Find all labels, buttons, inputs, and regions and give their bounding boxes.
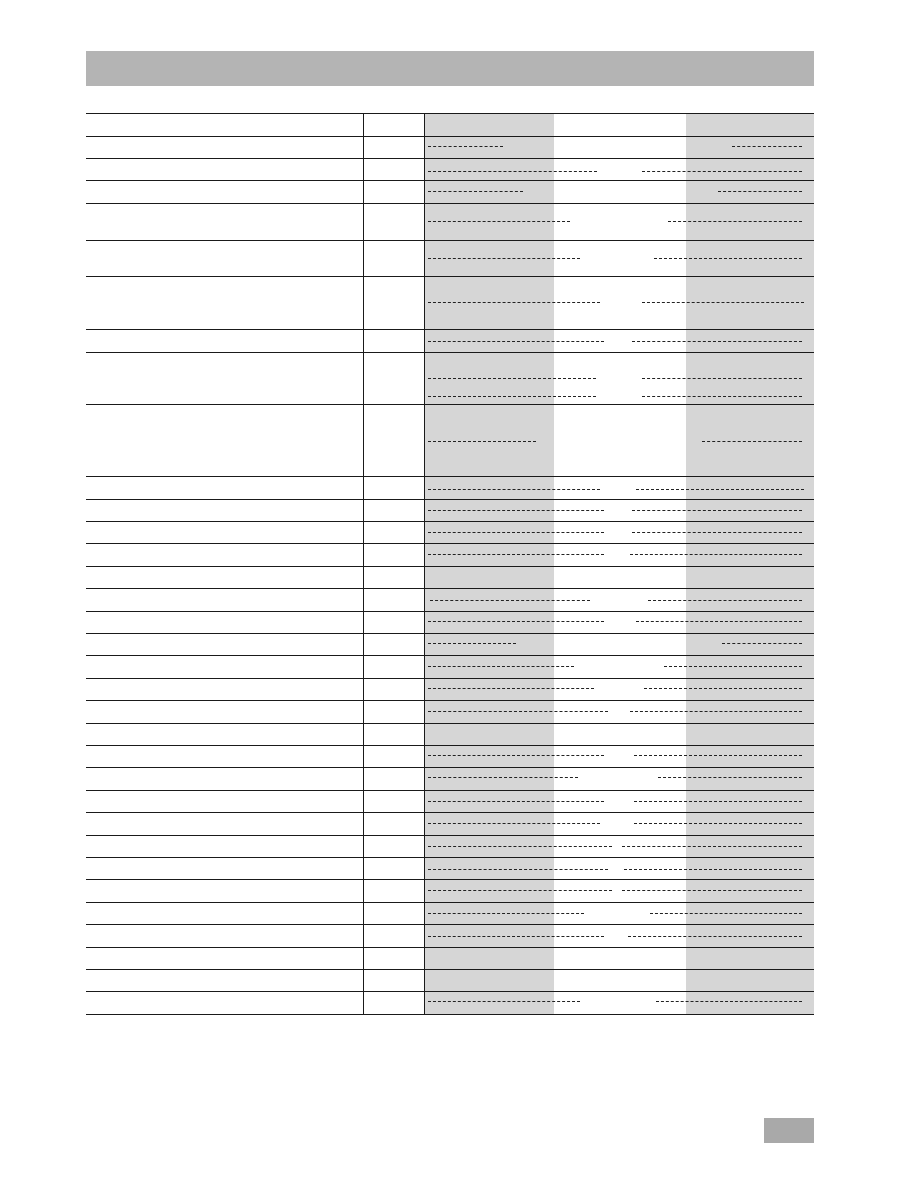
leader-line: [428, 510, 604, 511]
leader-line: [428, 643, 516, 644]
leader-line: [428, 777, 578, 778]
leader-line: [428, 489, 600, 490]
leader-line: [428, 191, 523, 192]
leader-line: [428, 1001, 580, 1002]
leader-line: [654, 258, 802, 259]
leader-line: [428, 302, 600, 303]
row-line: [86, 329, 814, 330]
leader-line: [428, 755, 604, 756]
leader-line: [428, 441, 536, 442]
leader-line: [428, 846, 612, 847]
row-line: [86, 1014, 814, 1015]
leader-line: [428, 554, 604, 555]
leader-line: [622, 890, 802, 891]
row-line: [86, 812, 814, 813]
row-line: [86, 240, 814, 241]
row-line: [86, 857, 814, 858]
leader-line: [732, 146, 802, 147]
leader-line: [428, 258, 580, 259]
leader-line: [634, 823, 802, 824]
leader-line: [642, 171, 802, 172]
leader-line: [428, 688, 594, 689]
row-line: [86, 902, 814, 903]
row-line: [86, 499, 814, 500]
row-line: [86, 633, 814, 634]
row-line: [86, 203, 814, 204]
row-line: [86, 790, 814, 791]
leader-line: [722, 643, 802, 644]
leader-line: [430, 600, 590, 601]
leader-line: [632, 341, 802, 342]
leader-line: [428, 801, 604, 802]
row-line: [86, 678, 814, 679]
row-line: [86, 991, 814, 992]
leader-line: [428, 711, 608, 712]
header-bar: [86, 51, 814, 86]
row-line: [86, 745, 814, 746]
row-line: [86, 924, 814, 925]
row-line: [86, 700, 814, 701]
leader-line: [650, 913, 802, 914]
row-line: [86, 879, 814, 880]
row-line: [86, 655, 814, 656]
leader-line: [428, 171, 597, 172]
leader-line: [428, 936, 604, 937]
row-line: [86, 180, 814, 181]
row-line: [86, 588, 814, 589]
row-line: [86, 404, 814, 405]
leader-line: [718, 191, 802, 192]
leader-line: [668, 221, 802, 222]
leader-line: [428, 913, 584, 914]
leader-line: [636, 489, 804, 490]
row-line: [86, 113, 814, 114]
leader-line: [632, 532, 802, 533]
row-line: [86, 835, 814, 836]
row-line: [86, 352, 814, 353]
leader-line: [630, 554, 802, 555]
leader-line: [634, 801, 802, 802]
leader-line: [702, 441, 802, 442]
leader-line: [634, 755, 802, 756]
leader-line: [642, 396, 802, 397]
row-line: [86, 723, 814, 724]
leader-line: [664, 666, 802, 667]
leader-line: [428, 890, 612, 891]
leader-line: [428, 221, 570, 222]
row-line: [86, 969, 814, 970]
leader-line: [628, 936, 802, 937]
leader-line: [630, 711, 802, 712]
leader-line: [428, 396, 596, 397]
spec-table: [86, 113, 814, 1016]
leader-line: [642, 378, 802, 379]
leader-line: [644, 688, 802, 689]
leader-line: [428, 869, 608, 870]
row-line: [86, 136, 814, 137]
row-line: [86, 521, 814, 522]
page-number-box: [764, 1118, 814, 1143]
leader-line: [428, 621, 604, 622]
row-line: [86, 611, 814, 612]
leader-line: [428, 666, 574, 667]
leader-line: [428, 823, 600, 824]
leader-line: [658, 777, 802, 778]
leader-line: [656, 1001, 802, 1002]
leader-line: [636, 621, 802, 622]
row-line: [86, 276, 814, 277]
row-line: [86, 543, 814, 544]
row-line: [86, 566, 814, 567]
row-line: [86, 767, 814, 768]
leader-line: [428, 378, 596, 379]
leader-line: [624, 869, 802, 870]
leader-line: [622, 846, 802, 847]
leader-line: [632, 510, 802, 511]
leader-line: [648, 600, 802, 601]
leader-line: [428, 146, 503, 147]
leader-line: [642, 302, 804, 303]
leader-line: [428, 532, 604, 533]
row-line: [86, 947, 814, 948]
row-line: [86, 476, 814, 477]
row-line: [86, 158, 814, 159]
leader-line: [428, 341, 604, 342]
